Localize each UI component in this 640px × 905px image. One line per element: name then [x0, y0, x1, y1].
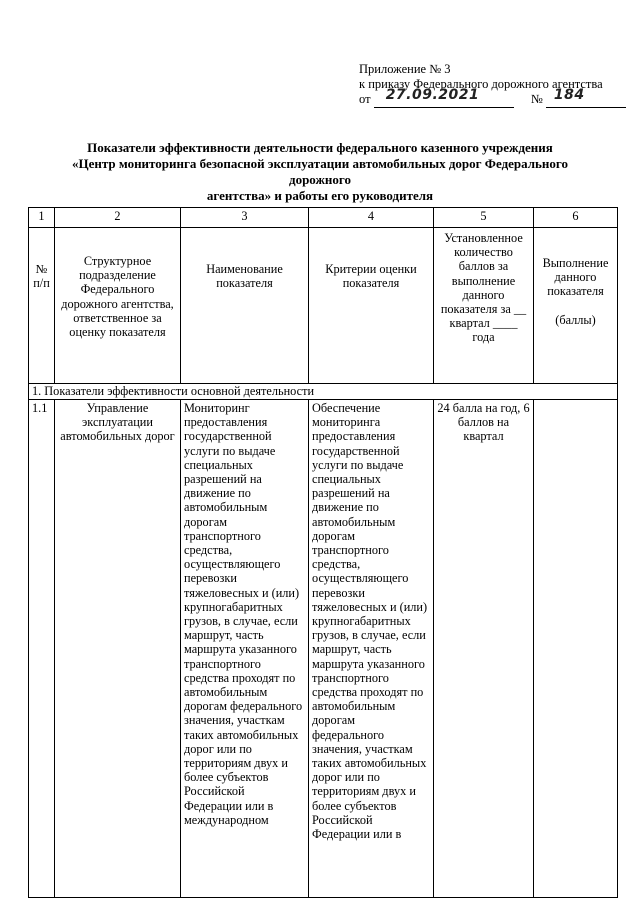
order-date-number-line [359, 87, 619, 108]
from-label: от [359, 92, 371, 106]
appendix-order-ref: к приказу Федерального дорожного агентства [359, 77, 603, 91]
row-indicator: Мониторинг предоставления государственной услуги по выдаче специальных разрешений на движение по автомобильным дорогам транспортного средства, осуществляющего перевозки тяжеловесных и (или) крупногабаритных грузов, в случае, если маршрут, часть маршрута указанного транспортного средства проходят по автомобильным дорогам федерального значения, участкам таких автомобильных дорог или по территориям двух и более субъектов Российской Федерации или в международном [181, 400, 309, 898]
document-title [40, 140, 600, 204]
handwritten-number: 184 [553, 87, 585, 103]
row-points: 24 балла на год, 6 баллов на квартал [434, 400, 534, 898]
header-performance [534, 228, 618, 384]
header-criteria: Критерии оценки показателя [309, 228, 434, 384]
section-1-title: 1. Показатели эффективности основной деятельности [29, 384, 618, 400]
col-number-6: 6 [534, 208, 618, 228]
title-line-2: «Центр мониторинга безопасной эксплуатации автомобильных дорог Федерального дорожного [71, 156, 569, 187]
section-row [29, 384, 618, 400]
title-line-1: Показатели эффективности деятельности федерального казенного учреждения [87, 140, 553, 155]
col-number-5: 5 [434, 208, 534, 228]
col-number-2: 2 [55, 208, 181, 228]
row-criteria: Обеспечение мониторинга предоставления государственной услуги по выдаче специальных разрешений на движение по автомобильным дорогам транспортного средства, осуществляющего перевозки тяжеловесных и (или) крупногабаритных грузов, в случае, если маршрут, часть маршрута указанного транспортного средства проходят по автомобильным дорогам федерального значения, участкам таких автомобильных дорог или по территориям двух и более субъектов Российской Федерации или в [309, 400, 434, 898]
row-num: 1.1 [29, 400, 55, 898]
title-line-3: агентства» и работы его руководителя [206, 188, 434, 203]
col-number-1: 1 [29, 208, 55, 228]
appendix-title: Приложение № 3 [359, 62, 451, 76]
appendix-block [359, 62, 619, 108]
table-row [29, 400, 618, 898]
header-performance-text: Выполнение данного показателя [542, 256, 609, 299]
header-performance-units: (баллы) [555, 312, 596, 327]
column-numbers-row [29, 208, 618, 228]
number-label: № [530, 92, 543, 106]
number-underline [546, 87, 626, 108]
date-underline [374, 87, 514, 108]
row-department: Управление эксплуатации автомобильных дорог [55, 400, 181, 898]
header-department: Структурное подразделение Федерального дорожного агентства, ответственное за оценку показателя [55, 228, 181, 384]
header-points: Установленное количество баллов за выполнение данного показателя за __ квартал ____ года [434, 228, 534, 384]
col-number-4: 4 [309, 208, 434, 228]
handwritten-date: 27.09.2021 [385, 87, 480, 103]
header-indicator-name: Наименование показателя [181, 228, 309, 384]
header-num: № п/п [29, 228, 55, 384]
indicators-table [28, 207, 618, 898]
col-number-3: 3 [181, 208, 309, 228]
header-row [29, 228, 618, 384]
row-performance [534, 400, 618, 898]
